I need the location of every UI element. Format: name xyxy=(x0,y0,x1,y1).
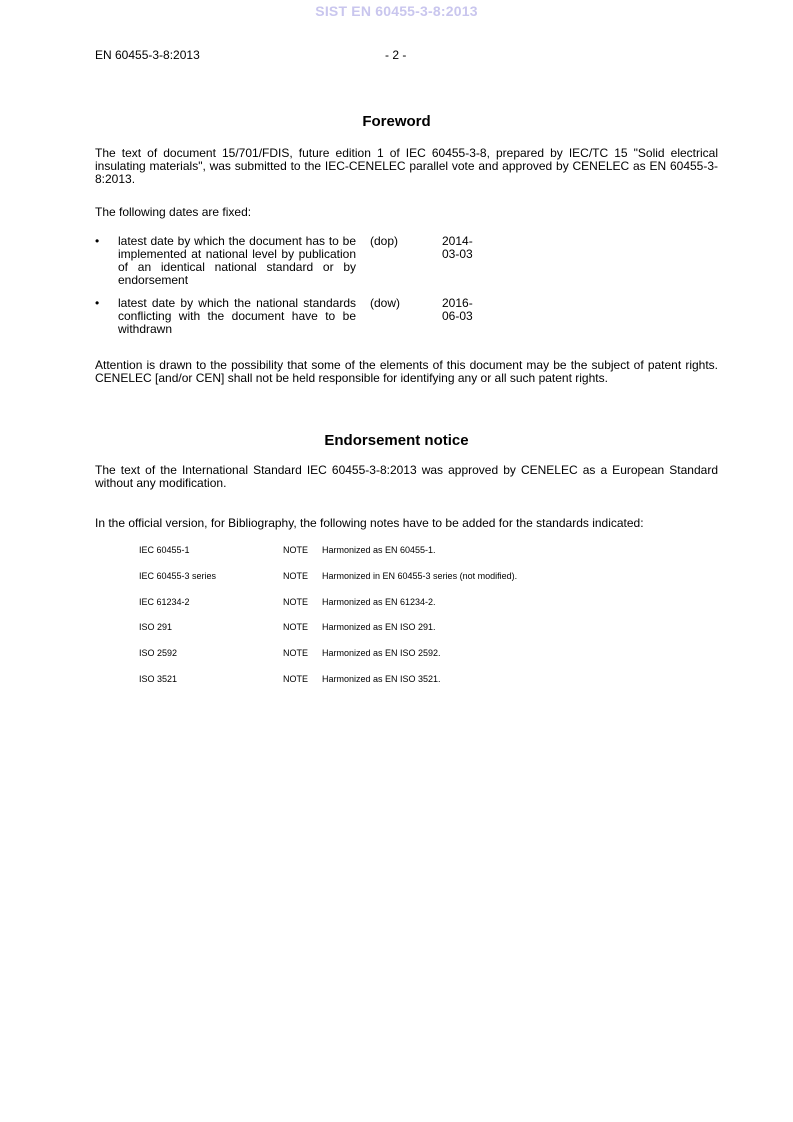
endorsement-paragraph: The text of the International Standard IEC 60455-3-8:2013 was approved by CENELEC as a European Standard without any modification. xyxy=(95,463,718,490)
note-label: NOTE xyxy=(283,545,309,555)
date-item-abbr: (dop) xyxy=(370,234,399,248)
note-label: NOTE xyxy=(283,648,309,658)
foreword-title: Foreword xyxy=(362,113,431,130)
date-item-abbr: (dow) xyxy=(370,296,401,310)
note-label: NOTE xyxy=(283,674,309,684)
header-doc-id: EN 60455-3-8:2013 xyxy=(95,48,200,62)
header-page-number: - 2 - xyxy=(385,48,407,62)
note-text: Harmonized as EN ISO 291. xyxy=(322,622,436,632)
attention-paragraph: Attention is drawn to the possibility that some of the elements of this document may be the subject of patent rights. CENELEC [and/or CEN] shall not be held responsible for identifying any or all such patent rights. xyxy=(95,358,718,385)
bullet-icon: • xyxy=(95,296,100,310)
date-item-date: 2016-06-03 xyxy=(442,296,473,323)
note-text: Harmonized in EN 60455-3 series (not modified). xyxy=(322,571,518,581)
note-standard: ISO 3521 xyxy=(139,674,178,684)
note-standard: ISO 2592 xyxy=(139,648,178,658)
date-item-text: latest date by which the document has to be implemented at national level by publication of an identical national standard or by endorsement xyxy=(118,234,356,287)
note-standard: IEC 61234-2 xyxy=(139,597,190,607)
note-standard: ISO 291 xyxy=(139,622,173,632)
bibliography-intro: In the official version, for Bibliography, the following notes have to be added for the standards indicated: xyxy=(95,516,644,530)
note-standard: IEC 60455-1 xyxy=(139,545,190,555)
note-text: Harmonized as EN 60455-1. xyxy=(322,545,436,555)
date-item-date: 2014-03-03 xyxy=(442,234,473,261)
dates-intro: The following dates are fixed: xyxy=(95,205,252,219)
foreword-paragraph: The text of document 15/701/FDIS, future edition 1 of IEC 60455-3-8, prepared by IEC/TC 15 "Solid electrical insulating materials", was submitted to the IEC-CENELEC parallel vote and approved by CENELEC as EN 60455-3-8:2013. xyxy=(95,146,718,186)
endorsement-title: Endorsement notice xyxy=(324,432,469,449)
date-item-text: latest date by which the national standards conflicting with the document have to be withdrawn xyxy=(118,296,356,336)
watermark: SIST EN 60455-3-8:2013 xyxy=(315,3,478,19)
note-label: NOTE xyxy=(283,571,309,581)
note-text: Harmonized as EN 61234-2. xyxy=(322,597,436,607)
note-text: Harmonized as EN ISO 2592. xyxy=(322,648,441,658)
note-text: Harmonized as EN ISO 3521. xyxy=(322,674,441,684)
bullet-icon: • xyxy=(95,234,100,248)
note-label: NOTE xyxy=(283,597,309,607)
note-label: NOTE xyxy=(283,622,309,632)
note-standard: IEC 60455-3 series xyxy=(139,571,217,581)
